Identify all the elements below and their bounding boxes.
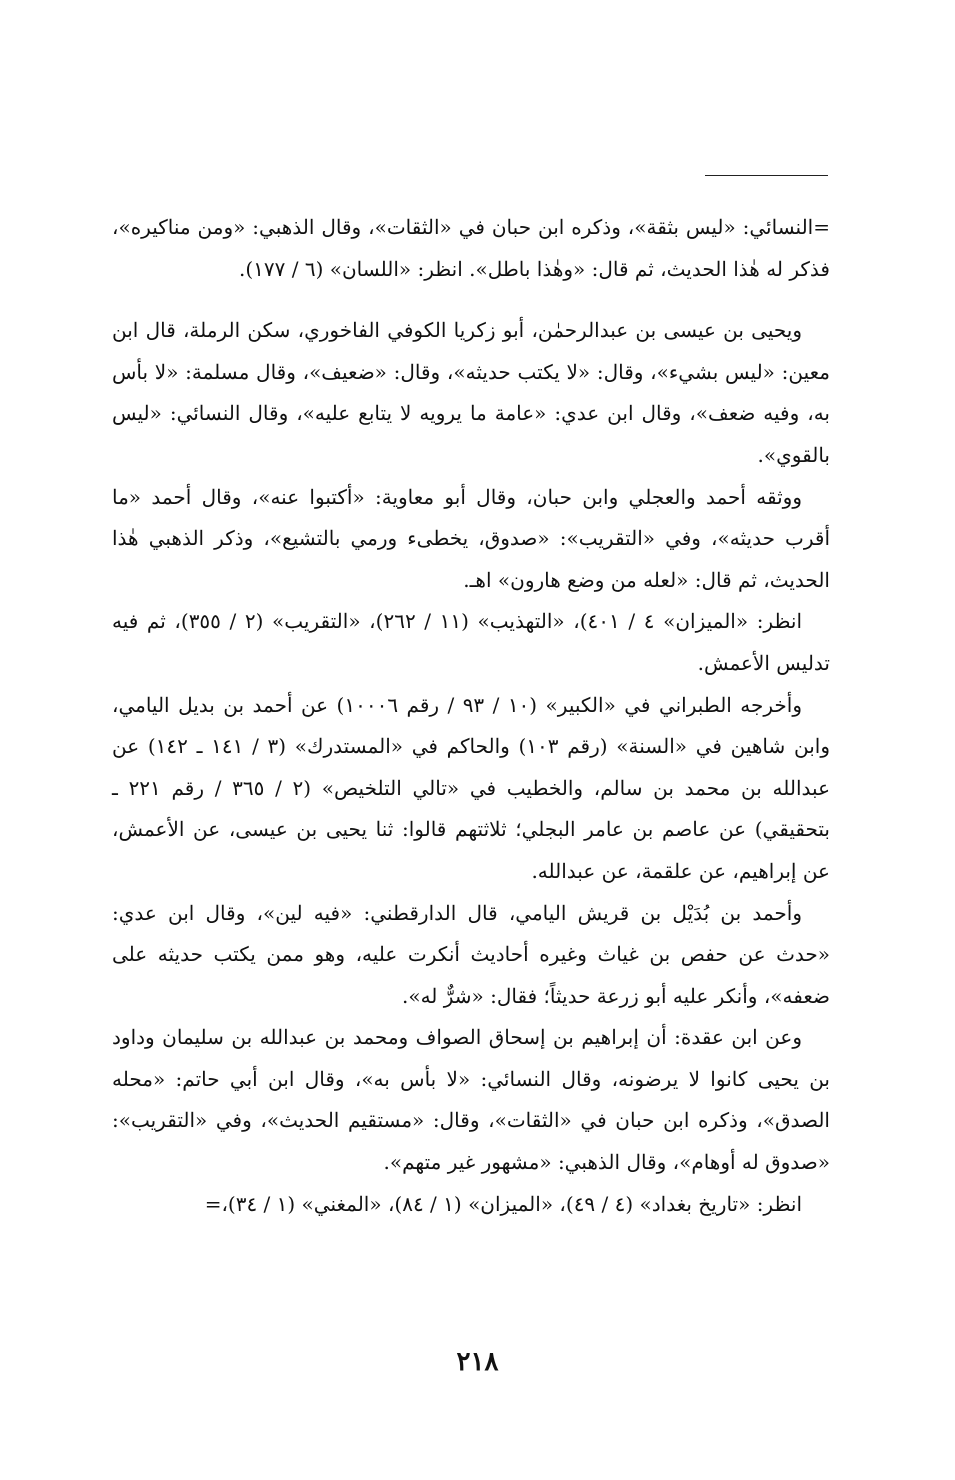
footnote-paragraph-yahya-ibn-isa: ويحيى بن عيسى بن عبدالرحمٰن، أبو زكريا الكوفي الفاخوري، سكن الرملة، قال ابن معين: «ليس بشيء»، وقال: «لا يكتب حديثه»، وقال: «ضعيف»، وقال مسلمة: «لا بأس به، وفيه ضعف»، وقال ابن عدي: «عامة ما يرويه لا يتابع عليه»، وقال النسائي: «ليس بالقوي». bbox=[112, 318, 830, 467]
footnote-paragraph-ahmad-ibn-budayl: وأحمد بن بُدَيْل بن قريش اليامي، قال الدارقطني: «فيه لين»، وقال ابن عدي: «حدث عن حفص بن غياث وغيره أحاديث أنكرت عليه، وهو ممن يكتب حديثه على ضعفه»، وأنكر عليه أبو زرعة حديثاً؛ فقال: «شرٌّ له». bbox=[112, 900, 830, 1008]
footnote-separator-line bbox=[705, 175, 828, 176]
footnote-paragraph-continuation: =النسائي: «ليس بثقة»، وذكره ابن حبان في «الثقات»، وقال الذهبي: «ومن مناكيره»، فذكر له هٰذا الحديث، ثم قال: «وهٰذا باطل». انظر: «اللسان» (٦ / ١٧٧). bbox=[112, 215, 830, 281]
footnote-text-block bbox=[112, 207, 830, 1225]
footnote-paragraph-takhrij: وأخرجه الطبراني في «الكبير» (١٠ / ٩٣ / رقم ١٠٠٠٦) عن أحمد بن بديل اليامي، وابن شاهين في «السنة» (رقم ١٠٣) والحاكم في «المستدرك» (٣ / ١٤١ ـ ١٤٢) عن عبدالله بن محمد بن سالم، والخطيب في «تالي التلخيص» (٢ / ٣٦٥ / رقم ٢٢١ ـ بتحقيقي) عن عاصم بن عامر البجلي؛ ثلاثتهم قالوا: ثنا يحيى بن عيسى، عن الأعمش، عن إبراهيم، عن علقمة، عن عبدالله. bbox=[112, 692, 831, 883]
footnote-paragraph-final-references: انظر: «تاريخ بغداد» (٤ / ٤٩)، «الميزان» (١ / ٨٤)، «المغني» (١ / ٣٤)،= bbox=[204, 1191, 802, 1216]
footnote-paragraph-tawthiq: ووثقه أحمد والعجلي وابن حبان، وقال أبو معاوية: «أكتبوا عنه»، وقال أحمد «ما أقرب حديثه»، وفي «التقريب»: «صدوق، يخطىء ورمي بالتشيع»، وذكر الذهبي هٰذا الحديث، ثم قال: «لعله من وضع هارون» اهـ. bbox=[112, 484, 830, 592]
footnote-paragraph-references: انظر: «الميزان» ٤ / ٤٠١)، «التهذيب» (١١ / ٢٦٢)، «التقريب» (٢ / ٣٥٥)، ثم فيه تدليس الأعمش. bbox=[112, 609, 830, 675]
footnote-paragraph-ibn-uqda: وعن ابن عقدة: أن إبراهيم بن إسحاق الصواف ومحمد بن عبدالله بن سليمان وداود بن يحيى كانوا لا يرضونه، وقال النسائي: «لا بأس به»، وقال ابن أبي حاتم: «محله الصدق»، وذكره ابن حبان في «الثقات»، وقال: «مستقيم الحديث»، وفي «التقريب»: «صدوق له أوهام»، وقال الذهبي: «مشهور غير متهم». bbox=[112, 1025, 830, 1175]
page-number: ٢١٨ bbox=[456, 1347, 499, 1377]
